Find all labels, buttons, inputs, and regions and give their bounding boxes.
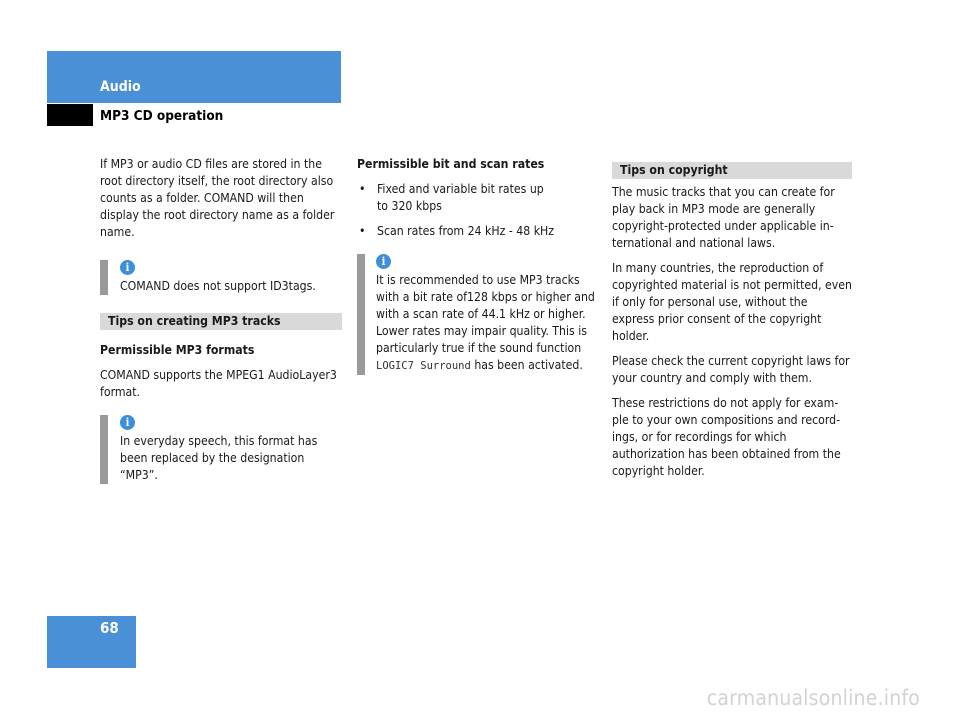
info-note-id3 bbox=[100, 260, 342, 295]
copyright-paragraph: In many countries, the reproduction of copyrighted material is not permitted, even if only for personal use, without the express prior consent of the copyright holder. bbox=[612, 261, 852, 343]
list-item: • Scan rates from 24 kHz - 48 kHz bbox=[357, 223, 597, 240]
sound-function-code: LOGIC7 Surround bbox=[376, 360, 471, 372]
section-bar-mp3-tips: Tips on creating MP3 tracks bbox=[100, 313, 342, 330]
subsection-title: MP3 CD operation bbox=[100, 108, 224, 124]
page-number-block bbox=[47, 616, 136, 668]
section-title: Audio bbox=[100, 79, 141, 95]
watermark-text: carmanualsonline.info bbox=[706, 686, 920, 710]
info-icon: i bbox=[120, 415, 135, 430]
info-note-text-b: has been activated. bbox=[474, 358, 583, 372]
column-1 bbox=[100, 156, 342, 484]
copyright-paragraph: The music tracks that you can create for play back in MP3 mode are generally copyright-protected under applicable in-ternational and national laws. bbox=[612, 185, 835, 250]
header-black-tab bbox=[47, 104, 93, 126]
rates-heading: Permissible bit and scan rates bbox=[357, 157, 545, 171]
formats-heading: Permissible MP3 formats bbox=[100, 343, 255, 357]
rates-list bbox=[357, 181, 597, 240]
formats-paragraph: COMAND supports the MPEG1 AudioLayer3 format. bbox=[100, 368, 337, 399]
info-note-text-a: It is recommended to use MP3 tracks with a bit rate of128 kbps or higher and with a scan rate of 44.1 kHz or higher. Lower rates may impair quality. This is particularly true if the sound function bbox=[376, 273, 595, 355]
info-icon: i bbox=[120, 260, 135, 275]
header-blue-block bbox=[47, 51, 341, 103]
info-note-bitrate bbox=[357, 254, 597, 375]
section-bar-copyright: Tips on copyright bbox=[612, 162, 852, 179]
page-number: 68 bbox=[100, 619, 119, 637]
info-note-format bbox=[100, 415, 342, 484]
intro-paragraph: If MP3 or audio CD files are stored in the root directory itself, the root directory also counts as a folder. COMAND will then display the root directory name as a folder name. bbox=[100, 157, 335, 239]
column-3 bbox=[612, 162, 852, 488]
column-2 bbox=[357, 156, 597, 375]
copyright-paragraph: These restrictions do not apply for exam-ple to your own compositions and record-ings, or for recordings for which authorization has been obtained from the copyright holder. bbox=[612, 396, 841, 478]
copyright-paragraph: Please check the current copyright laws for your country and comply with them. bbox=[612, 354, 850, 385]
list-item: • Fixed and variable bit rates up to 320 kbps bbox=[357, 181, 557, 215]
info-icon: i bbox=[376, 254, 391, 269]
info-note-text: COMAND does not support ID3tags. bbox=[120, 279, 316, 293]
info-note-text bbox=[376, 272, 597, 375]
info-note-text: In everyday speech, this format has been replaced by the designation “MP3”. bbox=[120, 434, 318, 482]
